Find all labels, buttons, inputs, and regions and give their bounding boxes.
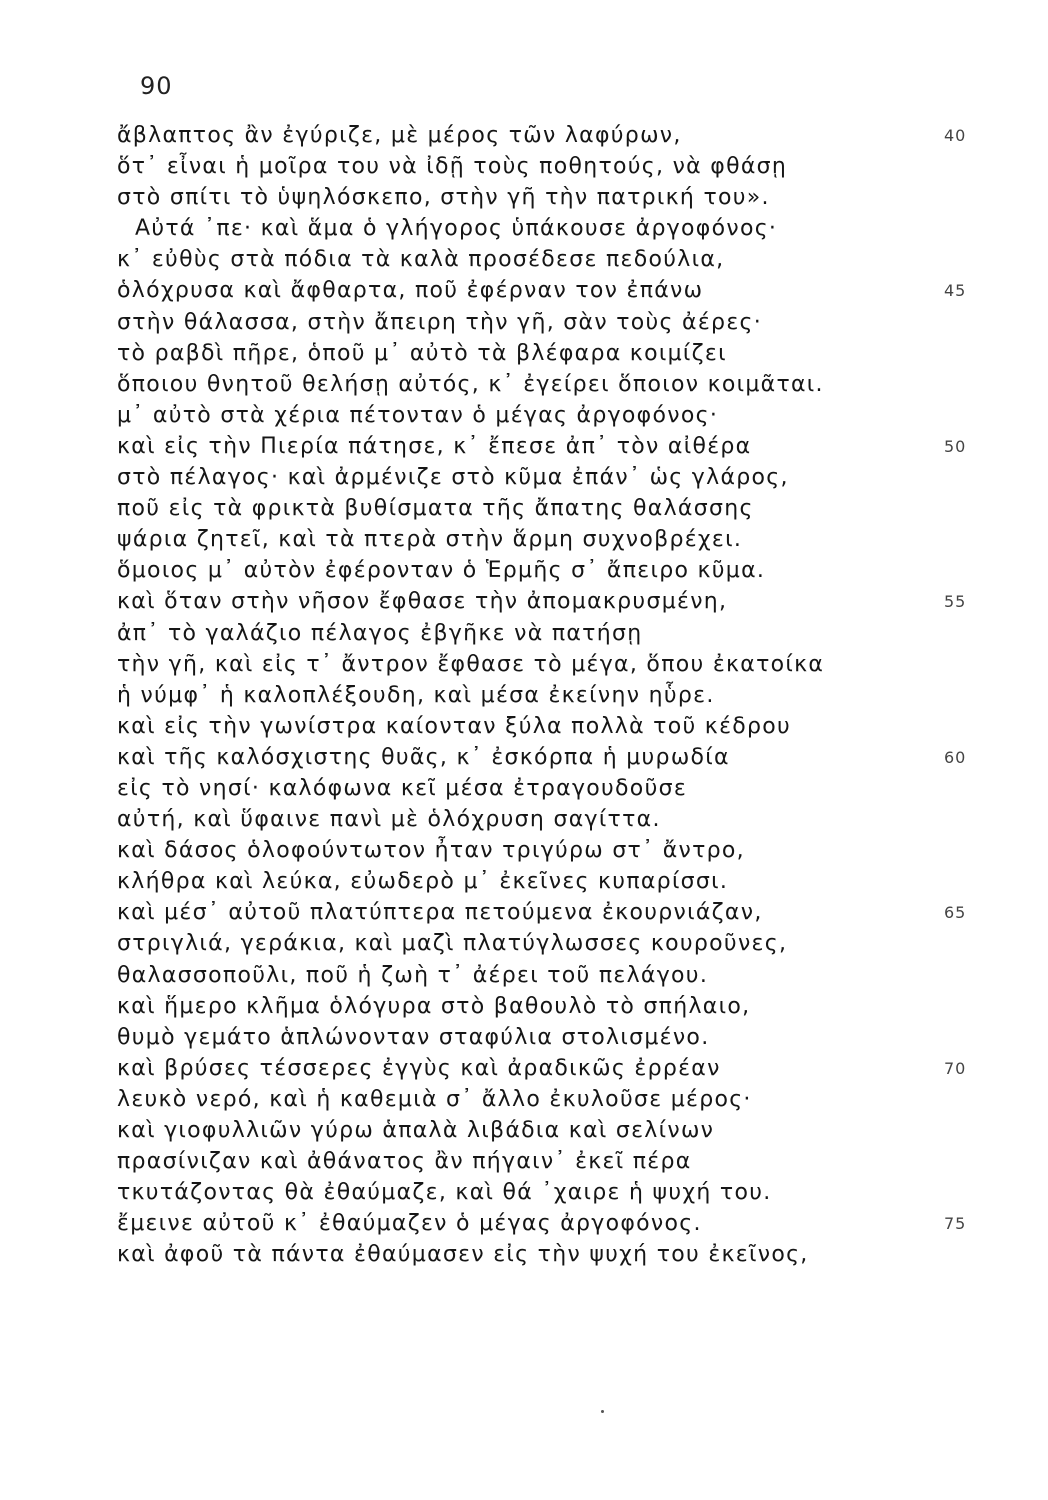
verse-line-text: ποῦ εἰς τὰ φρικτὰ βυθίσματα τῆς ἄπατης θαλάσσης: [117, 496, 754, 522]
verse-line-text: καὶ δάσος ὁλοφούντωτον ἦταν τριγύρω στ᾽ ἄντρο,: [117, 838, 745, 864]
verse-line: [117, 1239, 917, 1270]
verse-line-text: καὶ ἥμερο κλῆμα ὁλόγυρα στὸ βαθουλὸ τὸ σπήλαιο,: [117, 993, 751, 1019]
verse-line-text: στὸ πέλαγος· καὶ ἀρμένιζε στὸ κῦμα ἐπάν᾽ ὡς γλάρος,: [117, 465, 789, 491]
verse-line: [117, 866, 917, 897]
line-number: 55: [944, 592, 967, 612]
verse-line-text: καὶ ἀφοῦ τὰ πάντα ἐθαύμασεν εἰς τὴν ψυχή του ἐκεῖνος,: [117, 1242, 809, 1268]
verse-line: [117, 835, 917, 866]
verse-line-text: μ᾽ αὐτὸ στὰ χέρια πέτονταν ὁ μέγας ἀργοφόνος·: [117, 402, 719, 428]
ink-speck: [601, 1410, 604, 1413]
verse-line-text: τὴν γῆ, καὶ εἰς τ᾽ ἄντρον ἔφθασε τὸ μέγα, ὅπου ἐκατοίκα: [117, 651, 825, 677]
verse-line: [117, 804, 917, 835]
verse-line: [117, 182, 917, 213]
verse-line: [117, 307, 917, 338]
verse-line-text: στὴν θάλασσα, στὴν ἄπειρη τὴν γῆ, σὰν τοὺς ἀέρες·: [117, 309, 763, 335]
verse-line-text: ἔμεινε αὐτοῦ κ᾽ ἐθαύμαζεν ὁ μέγας ἀργοφόνος.: [117, 1211, 702, 1237]
page-number: 90: [140, 72, 173, 100]
verse-line-text: κ᾽ εὐθὺς στὰ πόδια τὰ καλὰ προσέδεσε πεδούλια,: [117, 247, 725, 273]
verse-line: [117, 369, 917, 400]
verse-line-text: στριγλιά, γεράκια, καὶ μαζὶ πλατύγλωσσες κουροῦνες,: [117, 931, 788, 957]
verse-line: [117, 462, 917, 493]
verse-line: [117, 1208, 967, 1239]
verse-line: [117, 120, 967, 151]
verse-line-text: καὶ εἰς τὴν γωνίστρα καίονταν ξύλα πολλὰ τοῦ κέδρου: [117, 713, 792, 739]
verse-line: [117, 1084, 917, 1115]
line-number: 75: [944, 1214, 967, 1234]
verse-line-text: ἄβλαπτος ἂν ἐγύριζε, μὲ μέρος τῶν λαφύρων,: [117, 123, 682, 148]
verse-line-text: καὶ γιοφυλλιῶν γύρω ἁπαλὰ λιβάδια καὶ σελίνων: [117, 1118, 715, 1143]
verse-line-text: αὐτή, καὶ ὕφαινε πανὶ μὲ ὁλόχρυση σαγίττα.: [117, 807, 661, 833]
verse-line: [117, 151, 917, 182]
verse-line-text: κλήθρα καὶ λεύκα, εὐωδερὸ μ᾽ ἐκεῖνες κυπαρίσσι.: [117, 869, 729, 895]
verse-line: [117, 618, 917, 649]
verse-line: [117, 400, 917, 431]
verse-line: [117, 711, 917, 742]
verse-line: [117, 773, 917, 804]
verse-line-text: εἰς τὸ νησί· καλόφωνα κεῖ μέσα ἐτραγουδοῦσε: [117, 775, 688, 801]
line-number: 65: [944, 903, 967, 923]
verse-line-text: Αὐτά ᾽πε· καὶ ἅμα ὁ γλήγορος ὑπάκουσε ἀργοφόνος·: [135, 216, 778, 242]
verse-line-text: καὶ τῆς καλόσχιστης θυᾶς, κ᾽ ἐσκόρπα ἡ μυρωδία: [117, 744, 730, 770]
verse-line: [117, 1115, 917, 1146]
verse-line-text: ὅτ᾽ εἶναι ἡ μοῖρα του νὰ ἰδῇ τοὺς ποθητούς, νὰ φθάσῃ: [117, 154, 788, 180]
line-number: 60: [944, 747, 967, 767]
line-number: 70: [944, 1058, 967, 1078]
verse-line: [117, 680, 917, 711]
verse-line: [117, 586, 967, 617]
verse-line: [117, 524, 917, 555]
verse-line-text: ψάρια ζητεῖ, καὶ τὰ πτερὰ στὴν ἅρμη συχνοβρέχει.: [117, 527, 743, 553]
verse-line: [117, 1022, 917, 1053]
verse-line: [117, 1177, 917, 1208]
verse-line: [117, 555, 917, 586]
verse-line-text: πρασίνιζαν καὶ ἀθάνατος ἂν πήγαιν᾽ ἐκεῖ πέρα: [117, 1149, 692, 1175]
verse-line-text: ὅποιου θνητοῦ θελήσῃ αὐτός, κ᾽ ἐγείρει ὅποιον κοιμᾶται.: [117, 371, 824, 397]
verse-line: [117, 742, 967, 773]
poem-text: [117, 120, 967, 1270]
verse-line: [117, 649, 917, 680]
verse-line-text: καὶ μέσ᾽ αὐτοῦ πλατύπτερα πετούμενα ἐκουρνιάζαν,: [117, 900, 763, 926]
verse-line-text: καὶ βρύσες τέσσερες ἐγγὺς καὶ ἀραδικῶς ἐρρέαν: [117, 1055, 721, 1081]
verse-line-text: θαλασσοποῦλι, ποῦ ἡ ζωὴ τ᾽ ἀέρει τοῦ πελάγου.: [117, 962, 709, 988]
verse-line-text: θυμὸ γεμάτο ἁπλώνονταν σταφύλια στολισμένο.: [117, 1024, 710, 1050]
verse-line: [117, 1053, 967, 1084]
verse-line-text: ὁλόχρυσα καὶ ἄφθαρτα, ποῦ ἐφέρναν τον ἐπάνω: [117, 278, 704, 304]
verse-line: [117, 991, 917, 1022]
verse-line: [117, 1146, 917, 1177]
verse-line: [117, 338, 917, 369]
line-number: 50: [944, 436, 967, 456]
verse-line-text: ἀπ᾽ τὸ γαλάζιο πέλαγος ἐβγῆκε νὰ πατήσῃ: [117, 620, 643, 646]
verse-line-text: λευκὸ νερό, καὶ ἡ καθεμιὰ σ᾽ ἄλλο ἐκυλοῦσε μέρος·: [117, 1086, 752, 1112]
line-number: 40: [944, 126, 967, 145]
verse-line-text: καὶ ὅταν στὴν νῆσον ἔφθασε τὴν ἀπομακρυσμένη,: [117, 589, 728, 615]
verse-line-text: ἡ νύμφ᾽ ἡ καλοπλέξουδη, καὶ μέσα ἐκείνην ηὗρε.: [117, 682, 715, 708]
verse-line-text: καὶ εἰς τὴν Πιερία πάτησε, κ᾽ ἔπεσε ἀπ᾽ τὸν αἰθέρα: [117, 433, 752, 459]
verse-line-text: τκυτάζοντας θὰ ἐθαύμαζε, καὶ θά ᾽χαιρε ἡ ψυχή του.: [117, 1180, 772, 1206]
verse-line: [117, 213, 917, 244]
verse-line: [117, 275, 967, 306]
verse-line: [117, 493, 917, 524]
verse-line-text: τὸ ραβδὶ πῆρε, ὁποῦ μ᾽ αὐτὸ τὰ βλέφαρα κοιμίζει: [117, 340, 727, 366]
verse-line: [117, 960, 917, 991]
verse-line: [117, 928, 917, 959]
verse-line-text: ὅμοιος μ᾽ αὐτὸν ἐφέρονταν ὁ Ἑρμῆς σ᾽ ἄπειρο κῦμα.: [117, 558, 766, 584]
verse-line: [117, 897, 967, 928]
line-number: 45: [944, 281, 967, 301]
verse-line: [117, 431, 967, 462]
verse-line-text: στὸ σπίτι τὸ ὑψηλόσκεπο, στὴν γῆ τὴν πατρική του».: [117, 185, 770, 211]
verse-line: [117, 244, 917, 275]
